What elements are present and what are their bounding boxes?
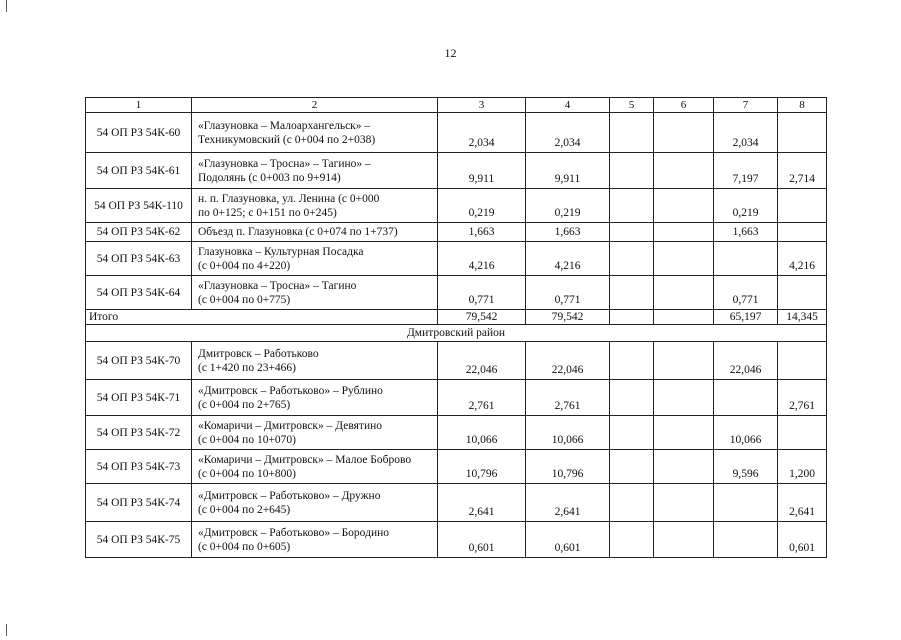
length-cell-7: 7,197 [714, 153, 778, 189]
road-name-line: Глазуновка – Культурная Посадка [198, 245, 364, 258]
table-row [86, 242, 827, 276]
length-cell-6 [654, 342, 714, 380]
road-name-line: «Комаричи – Дмитровск» – Малое Боброво [198, 453, 412, 466]
length-cell-7 [714, 242, 778, 276]
length-cell-5 [610, 484, 654, 522]
road-name-line: (с 0+004 по 0+605) [198, 540, 291, 553]
road-code: 54 ОП РЗ 54К-64 [86, 276, 192, 310]
length-cell-5 [610, 380, 654, 416]
length-cell-7: 2,034 [714, 113, 778, 153]
length-cell-6 [654, 153, 714, 189]
road-name-line: (с 0+004 по 4+220) [198, 259, 291, 272]
column-number: 8 [778, 98, 827, 113]
length-cell-3: 10,066 [438, 416, 526, 450]
length-cell-6 [654, 223, 714, 242]
length-cell-7: 1,663 [714, 223, 778, 242]
length-cell-3: 10,796 [438, 450, 526, 484]
table-row [86, 223, 827, 242]
length-cell-8 [778, 276, 827, 310]
road-name [192, 153, 438, 189]
length-cell-8: 4,216 [778, 242, 827, 276]
length-cell-6 [654, 522, 714, 558]
table-row [86, 153, 827, 189]
total-cell-3: 79,542 [438, 310, 526, 325]
length-cell-7 [714, 522, 778, 558]
column-number: 3 [438, 98, 526, 113]
road-name-line: «Комаричи – Дмитровск» – Девятино [198, 419, 383, 432]
road-name-line: «Дмитровск – Работьково» – Дружно [198, 489, 381, 502]
length-cell-3: 9,911 [438, 153, 526, 189]
column-number-row [86, 98, 827, 113]
scan-edge-mark-bottom [6, 624, 7, 636]
road-code: 54 ОП РЗ 54К-71 [86, 380, 192, 416]
length-cell-5 [610, 153, 654, 189]
road-name-line: «Дмитровск – Работьково» – Бородино [198, 526, 390, 539]
length-cell-8: 2,641 [778, 484, 827, 522]
length-cell-4: 4,216 [526, 242, 610, 276]
length-cell-4: 0,771 [526, 276, 610, 310]
length-cell-6 [654, 242, 714, 276]
length-cell-7: 0,219 [714, 189, 778, 223]
road-code: 54 ОП РЗ 54К-72 [86, 416, 192, 450]
length-cell-8: 2,761 [778, 380, 827, 416]
total-label: Итого [86, 310, 438, 325]
length-cell-5 [610, 342, 654, 380]
length-cell-4: 0,601 [526, 522, 610, 558]
length-cell-6 [654, 380, 714, 416]
length-cell-3: 0,771 [438, 276, 526, 310]
column-number: 5 [610, 98, 654, 113]
total-cell-8: 14,345 [778, 310, 827, 325]
road-code: 54 ОП РЗ 54К-110 [86, 189, 192, 223]
total-cell-6 [654, 310, 714, 325]
road-name [192, 450, 438, 484]
road-name-line: «Глазуновка – Тросна» – Тагино [198, 279, 357, 292]
table-row [86, 450, 827, 484]
column-number: 4 [526, 98, 610, 113]
length-cell-8 [778, 113, 827, 153]
road-name-line: н. п. Глазуновка, ул. Ленина (с 0+000 [198, 192, 380, 205]
road-name-line: по 0+125; с 0+151 по 0+245) [198, 206, 337, 219]
length-cell-6 [654, 113, 714, 153]
length-cell-4: 2,761 [526, 380, 610, 416]
length-cell-8 [778, 189, 827, 223]
table-row [86, 342, 827, 380]
table-row [86, 276, 827, 310]
road-code: 54 ОП РЗ 54К-75 [86, 522, 192, 558]
length-cell-4: 2,641 [526, 484, 610, 522]
length-cell-6 [654, 276, 714, 310]
road-name-line: (с 0+004 по 2+645) [198, 503, 291, 516]
length-cell-5 [610, 450, 654, 484]
length-cell-4: 22,046 [526, 342, 610, 380]
length-cell-8 [778, 223, 827, 242]
length-cell-3: 0,219 [438, 189, 526, 223]
district-header-row [86, 325, 827, 342]
column-number: 7 [714, 98, 778, 113]
road-code: 54 ОП РЗ 54К-70 [86, 342, 192, 380]
road-name-line: (с 0+004 по 2+765) [198, 398, 291, 411]
length-cell-7: 0,771 [714, 276, 778, 310]
road-name-line: Объезд п. Глазуновка (с 0+074 по 1+737) [198, 226, 398, 238]
length-cell-7 [714, 484, 778, 522]
length-cell-4: 1,663 [526, 223, 610, 242]
length-cell-7 [714, 380, 778, 416]
district-name: Дмитровский район [86, 325, 827, 342]
page-number: 12 [444, 46, 457, 60]
road-code: 54 ОП РЗ 54К-60 [86, 113, 192, 153]
length-cell-3: 2,034 [438, 113, 526, 153]
length-cell-4: 0,219 [526, 189, 610, 223]
road-name-line: (с 0+004 по 10+800) [198, 467, 297, 480]
road-name-line: Дмитровск – Работьково [198, 347, 319, 360]
road-name-line: «Глазуновка – Тросна» – Тагино» – [198, 157, 371, 170]
road-name [192, 242, 438, 276]
length-cell-3: 0,601 [438, 522, 526, 558]
total-cell-5 [610, 310, 654, 325]
column-number: 2 [192, 98, 438, 113]
length-cell-4: 10,796 [526, 450, 610, 484]
length-cell-8: 0,601 [778, 522, 827, 558]
road-name-line: «Дмитровск – Работьково» – Рублино [198, 384, 383, 397]
table-row [86, 113, 827, 153]
length-cell-8 [778, 342, 827, 380]
length-cell-6 [654, 189, 714, 223]
length-cell-7: 22,046 [714, 342, 778, 380]
scan-edge-mark-top [6, 0, 7, 12]
length-cell-5 [610, 276, 654, 310]
road-name [192, 189, 438, 223]
length-cell-3: 4,216 [438, 242, 526, 276]
table-row [86, 380, 827, 416]
length-cell-3: 2,761 [438, 380, 526, 416]
road-name [192, 113, 438, 153]
length-cell-5 [610, 416, 654, 450]
total-cell-4: 79,542 [526, 310, 610, 325]
road-name [192, 380, 438, 416]
length-cell-5 [610, 522, 654, 558]
column-number: 1 [86, 98, 192, 113]
length-cell-6 [654, 484, 714, 522]
road-name [192, 276, 438, 310]
road-code: 54 ОП РЗ 54К-62 [86, 223, 192, 242]
column-number: 6 [654, 98, 714, 113]
road-name [192, 484, 438, 522]
road-name [192, 342, 438, 380]
length-cell-6 [654, 416, 714, 450]
length-cell-7: 10,066 [714, 416, 778, 450]
table-row [86, 522, 827, 558]
road-name-line: Техникумовский (с 0+004 по 2+038) [198, 133, 376, 146]
length-cell-5 [610, 189, 654, 223]
length-cell-8: 1,200 [778, 450, 827, 484]
road-name-line: (с 0+004 по 0+775) [198, 293, 291, 306]
table-row [86, 416, 827, 450]
length-cell-5 [610, 223, 654, 242]
length-cell-8: 2,714 [778, 153, 827, 189]
road-code: 54 ОП РЗ 54К-74 [86, 484, 192, 522]
length-cell-8 [778, 416, 827, 450]
road-name [192, 223, 438, 242]
length-cell-4: 2,034 [526, 113, 610, 153]
length-cell-4: 9,911 [526, 153, 610, 189]
length-cell-5 [610, 113, 654, 153]
road-name-line: (с 0+004 по 10+070) [198, 433, 297, 446]
length-cell-7: 9,596 [714, 450, 778, 484]
length-cell-6 [654, 450, 714, 484]
roads-table [85, 97, 827, 558]
table-row [86, 189, 827, 223]
road-name [192, 522, 438, 558]
length-cell-3: 22,046 [438, 342, 526, 380]
road-name-line: (с 1+420 по 23+466) [198, 361, 297, 374]
road-code: 54 ОП РЗ 54К-73 [86, 450, 192, 484]
table-row [86, 484, 827, 522]
road-code: 54 ОП РЗ 54К-61 [86, 153, 192, 189]
length-cell-5 [610, 242, 654, 276]
road-name [192, 416, 438, 450]
length-cell-4: 10,066 [526, 416, 610, 450]
road-name-line: «Глазуновка – Малоархангельск» – [198, 119, 371, 132]
road-code: 54 ОП РЗ 54К-63 [86, 242, 192, 276]
total-row [86, 310, 827, 325]
length-cell-3: 2,641 [438, 484, 526, 522]
road-name-line: Подолянь (с 0+003 по 9+914) [198, 171, 341, 184]
length-cell-3: 1,663 [438, 223, 526, 242]
total-cell-7: 65,197 [714, 310, 778, 325]
